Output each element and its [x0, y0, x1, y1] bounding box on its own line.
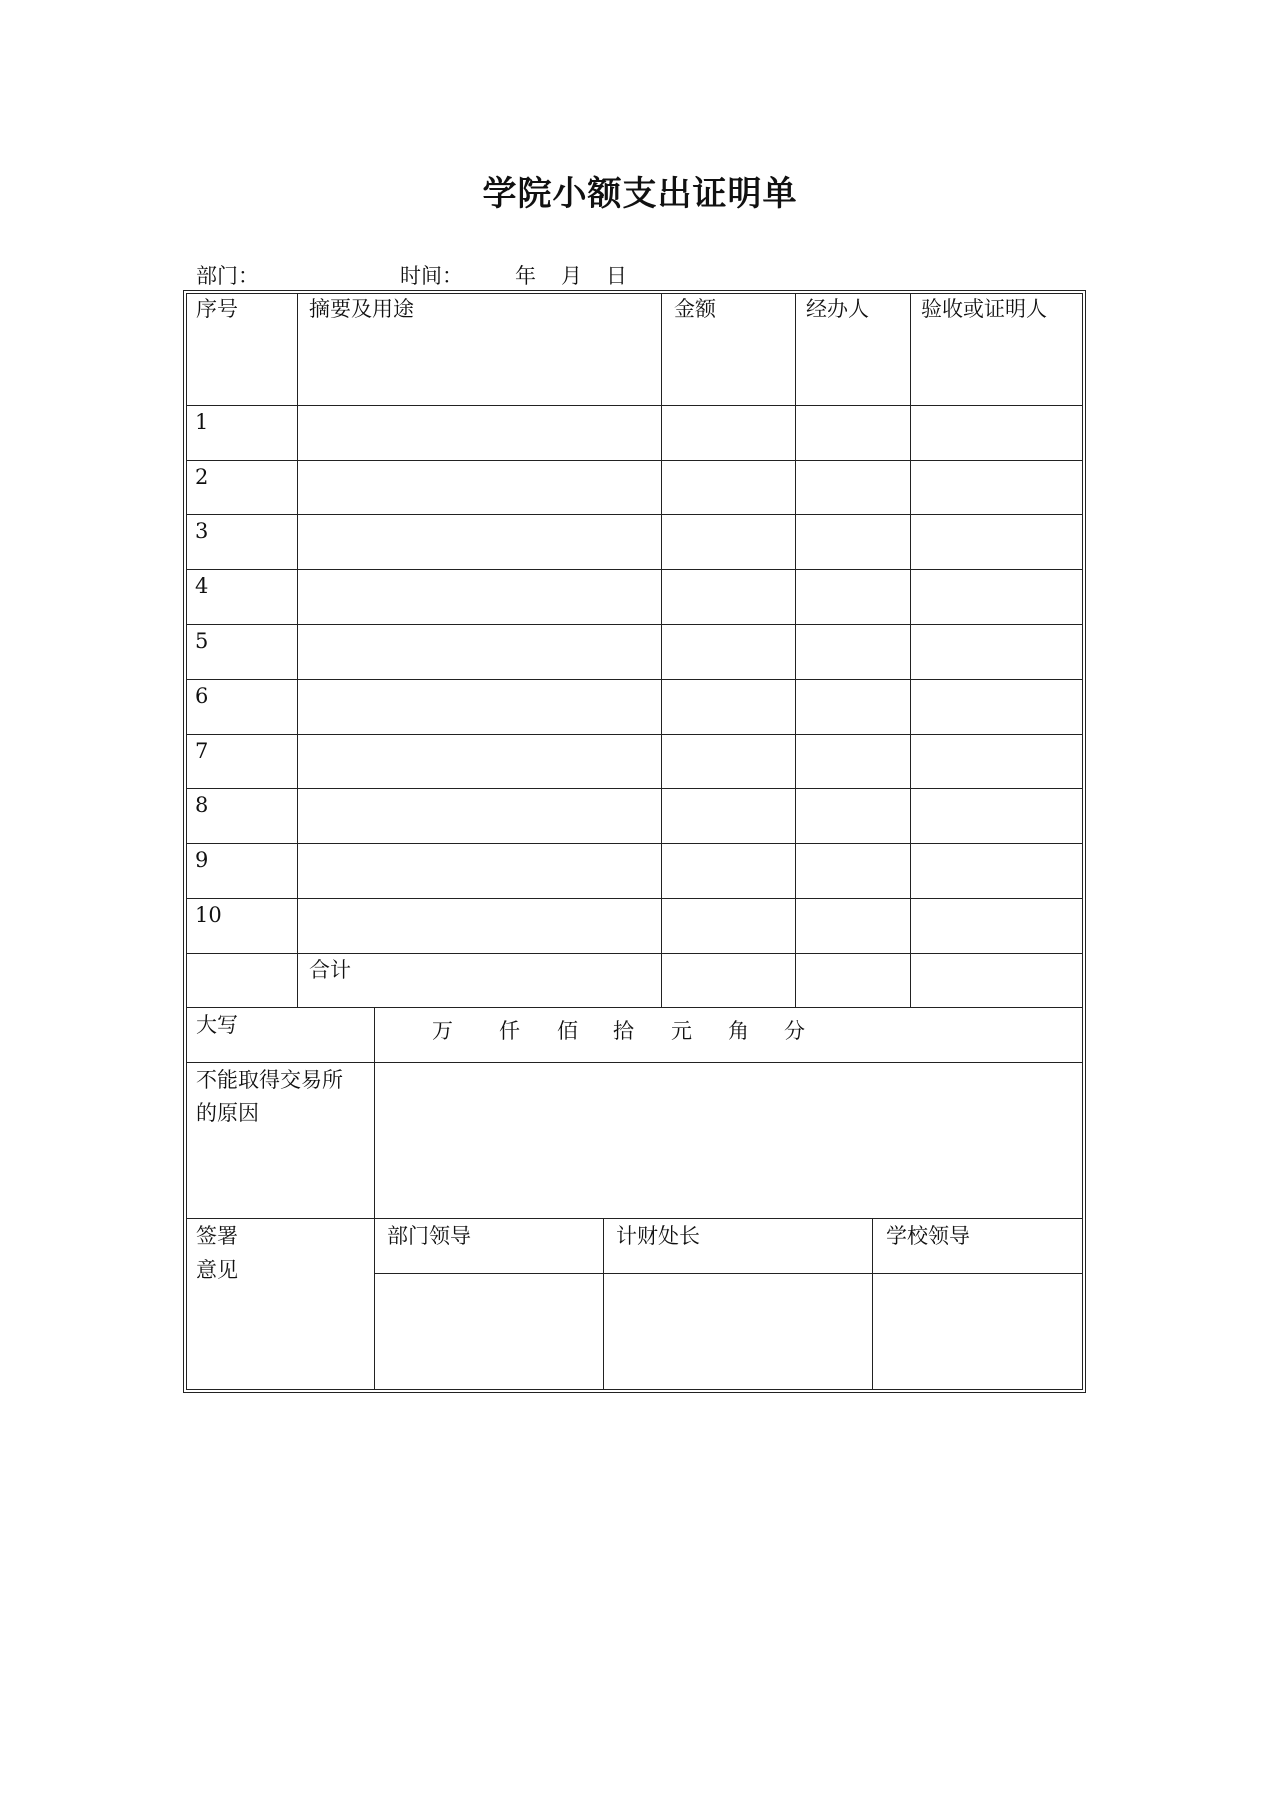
unit-shi: 拾 [613, 1019, 634, 1043]
unit-fen: 分 [784, 1019, 805, 1043]
sign-label-line1: 签署 [196, 1224, 238, 1248]
grid-line [186, 514, 1083, 515]
grid-line [872, 1218, 873, 1390]
grid-line [910, 293, 911, 1007]
reason-label-line1: 不能取得交易所 [196, 1068, 343, 1092]
reason-label-line2: 的原因 [196, 1101, 259, 1125]
grid-line [186, 624, 1083, 625]
grid-line [186, 405, 1083, 406]
month-label: 月 [561, 264, 582, 288]
total-label: 合计 [309, 958, 351, 982]
grid-line [186, 734, 1083, 735]
header-amount: 金额 [674, 297, 716, 321]
grid-line [186, 293, 187, 1390]
row-number: 3 [195, 519, 209, 543]
row-number: 5 [195, 629, 209, 653]
unit-jiao: 角 [728, 1019, 749, 1043]
grid-line [186, 1062, 1083, 1063]
row-number: 6 [195, 684, 209, 708]
row-number: 10 [195, 903, 222, 927]
grid-line [661, 293, 662, 1007]
department-label: 部门： [196, 264, 259, 288]
header-summary: 摘要及用途 [309, 297, 414, 321]
page-title: 学院小额支出证明单 [482, 174, 798, 214]
grid-line [603, 1218, 604, 1390]
sign-label-line2: 意见 [196, 1258, 238, 1282]
school-leader-label: 学校领导 [886, 1224, 970, 1248]
grid-line [186, 898, 1083, 899]
grid-line [186, 460, 1083, 461]
row-number: 2 [195, 465, 209, 489]
row-number: 9 [195, 848, 209, 872]
row-number: 8 [195, 793, 209, 817]
grid-line [186, 1218, 1083, 1219]
capital-label: 大写 [196, 1013, 238, 1037]
grid-line [186, 679, 1083, 680]
row-number: 4 [195, 574, 209, 598]
finance-head-label: 计财处长 [616, 1224, 700, 1248]
year-label: 年 [515, 264, 536, 288]
dept-leader-label: 部门领导 [387, 1224, 471, 1248]
grid-line [1082, 293, 1083, 1390]
unit-bai: 佰 [557, 1019, 578, 1043]
time-label: 时间： [400, 264, 463, 288]
unit-yuan: 元 [671, 1019, 692, 1043]
header-no: 序号 [196, 297, 238, 321]
grid-line [186, 843, 1083, 844]
grid-line [186, 569, 1083, 570]
unit-wan: 万 [432, 1019, 453, 1043]
grid-line [795, 293, 796, 1007]
row-number: 7 [195, 739, 209, 763]
grid-line [186, 1389, 1083, 1390]
grid-line [374, 1007, 375, 1390]
grid-line [297, 293, 298, 1007]
grid-line [374, 1273, 1083, 1274]
header-verifier: 验收或证明人 [921, 297, 1047, 321]
day-label: 日 [606, 264, 627, 288]
header-handler: 经办人 [806, 297, 869, 321]
grid-line [186, 1007, 1083, 1008]
row-number: 1 [195, 410, 209, 434]
grid-line [186, 788, 1083, 789]
unit-qian: 仟 [499, 1019, 520, 1043]
